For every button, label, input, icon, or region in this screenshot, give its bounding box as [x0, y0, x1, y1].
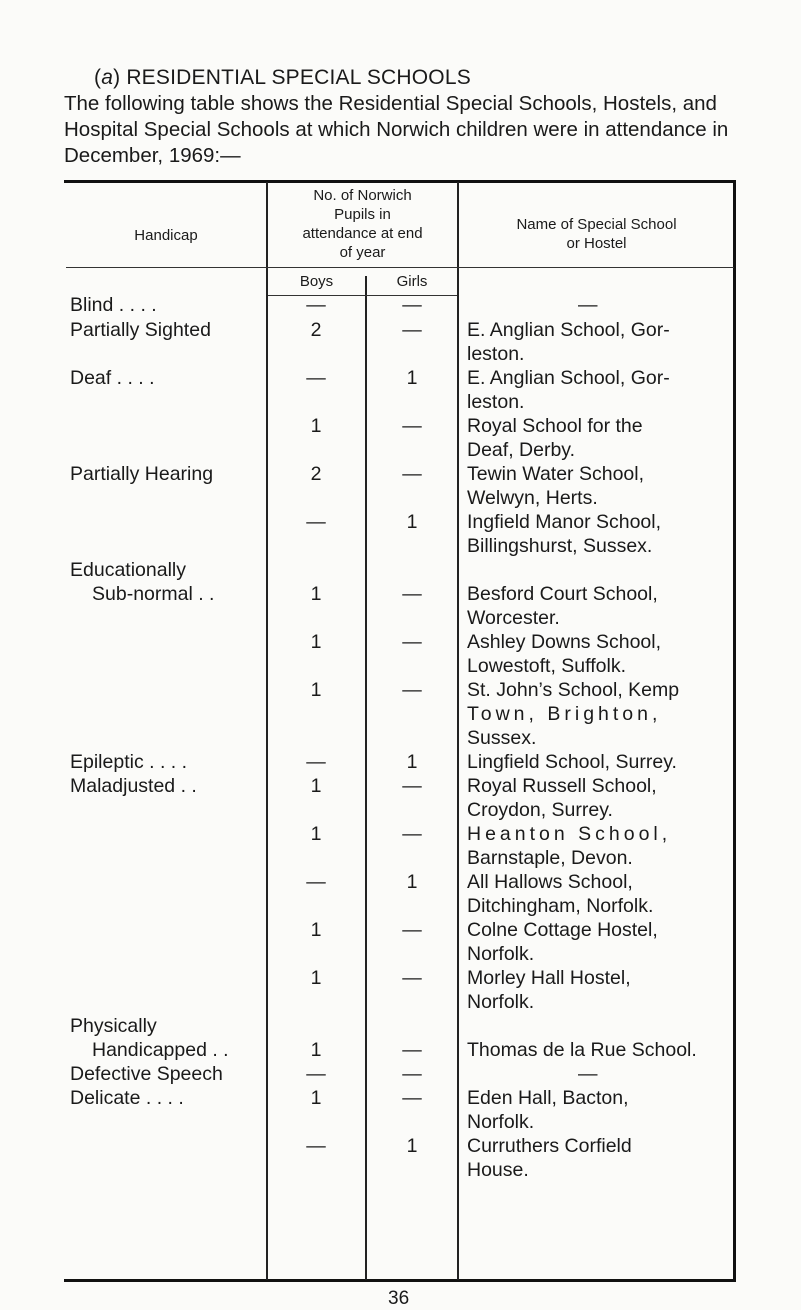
- girls-count: —: [402, 919, 422, 941]
- school-name: —: [578, 1063, 598, 1085]
- girls-count: —: [402, 967, 422, 989]
- school-name: Tewin Water School, Welwyn, Herts.: [467, 463, 645, 509]
- school-name: Curruthers Corfield House.: [467, 1135, 632, 1181]
- boys-count: —: [306, 511, 326, 533]
- boys-count: 1: [310, 631, 322, 653]
- table-row-handicap: Epileptic . . . .: [70, 751, 188, 773]
- boys-count: 1: [310, 967, 322, 989]
- table-row-handicap: Educationally: [70, 559, 186, 581]
- school-name: E. Anglian School, Gor- leston.: [467, 319, 670, 365]
- girls-count: 1: [406, 367, 418, 389]
- intro-paragraph: The following table shows the Residential Special Schools, Hostels, and Hospital Special Schools at which Norwich children were in attendance in December, 1969:—: [64, 92, 729, 167]
- boys-count: —: [306, 1063, 326, 1085]
- boys-count: —: [306, 871, 326, 893]
- girls-count: —: [402, 415, 422, 437]
- boys-count: —: [306, 294, 326, 316]
- header-girls: Girls: [396, 273, 428, 290]
- boys-count: —: [306, 751, 326, 773]
- boys-count: 1: [310, 583, 322, 605]
- boys-count: 2: [310, 463, 322, 485]
- table-row-handicap: Blind . . . .: [70, 294, 157, 316]
- section-heading: (a) RESIDENTIAL SPECIAL SCHOOLS: [94, 66, 471, 89]
- girls-count: —: [402, 679, 422, 701]
- school-name: —: [578, 294, 598, 316]
- girls-count: —: [402, 823, 422, 845]
- girls-count: 1: [406, 511, 418, 533]
- table-row-handicap: Maladjusted . .: [70, 775, 197, 797]
- girls-count: 1: [406, 871, 418, 893]
- header-divider: [66, 267, 734, 268]
- table-row-handicap: Defective Speech: [70, 1063, 223, 1085]
- school-name: Morley Hall Hostel, Norfolk.: [467, 967, 631, 1013]
- girls-count: —: [402, 775, 422, 797]
- girls-count: —: [402, 1039, 422, 1061]
- school-name: All Hallows School, Ditchingham, Norfolk.: [467, 871, 654, 917]
- boys-count: 1: [310, 679, 322, 701]
- girls-count: 1: [406, 751, 418, 773]
- school-name: Ashley Downs School, Lowestoft, Suffolk.: [467, 631, 662, 677]
- school-name: St. John’s School, Kemp Town, Brighton, Sussex.: [467, 679, 680, 749]
- column-divider: [457, 182, 459, 1280]
- school-name: Colne Cottage Hostel, Norfolk.: [467, 919, 658, 965]
- header-handicap: Handicap: [134, 227, 198, 244]
- table-row-handicap: Sub-normal . .: [92, 583, 215, 605]
- boys-count: 1: [310, 1087, 322, 1109]
- school-name: Heanton School, Barnstaple, Devon.: [467, 823, 672, 869]
- boys-count: —: [306, 367, 326, 389]
- header-boys: Boys: [299, 273, 334, 290]
- table-row-handicap: Partially Sighted: [70, 319, 211, 341]
- boys-count: 2: [310, 319, 322, 341]
- boys-count: 1: [310, 775, 322, 797]
- girls-count: —: [402, 294, 422, 316]
- school-name: Royal School for the Deaf, Derby.: [467, 415, 643, 461]
- header-pupils: No. of Norwich Pupils in attendance at end of year: [302, 187, 423, 261]
- table-row-handicap: Delicate . . . .: [70, 1087, 184, 1109]
- school-name: Eden Hall, Bacton, Norfolk.: [467, 1087, 629, 1133]
- table-row-handicap: Physically: [70, 1015, 157, 1037]
- boys-count: —: [306, 1135, 326, 1157]
- girls-count: —: [402, 1063, 422, 1085]
- boys-count: 1: [310, 919, 322, 941]
- header-school: Name of Special School or Hostel: [516, 216, 677, 252]
- table-row-handicap: Handicapped . .: [92, 1039, 229, 1061]
- boys-count: 1: [310, 415, 322, 437]
- column-divider: [266, 182, 268, 1280]
- school-name: Lingfield School, Surrey.: [467, 751, 677, 773]
- girls-count: —: [402, 1087, 422, 1109]
- school-name: Ingfield Manor School, Billingshurst, Sussex.: [467, 511, 662, 557]
- table-row-handicap: Partially Hearing: [70, 463, 214, 485]
- boys-count: 1: [310, 1039, 322, 1061]
- girls-count: —: [402, 631, 422, 653]
- school-name: Besford Court School, Worcester.: [467, 583, 658, 629]
- table-row-handicap: Deaf . . . .: [70, 367, 155, 389]
- school-name: Royal Russell School, Croydon, Surrey.: [467, 775, 657, 821]
- page-number: 36: [388, 1288, 410, 1309]
- girls-count: 1: [406, 1135, 418, 1157]
- boys-count: 1: [310, 823, 322, 845]
- girls-count: —: [402, 583, 422, 605]
- school-name: Thomas de la Rue School.: [467, 1039, 697, 1061]
- column-divider: [365, 276, 367, 1280]
- school-name: E. Anglian School, Gor- leston.: [467, 367, 670, 413]
- girls-count: —: [402, 463, 422, 485]
- girls-count: —: [402, 319, 422, 341]
